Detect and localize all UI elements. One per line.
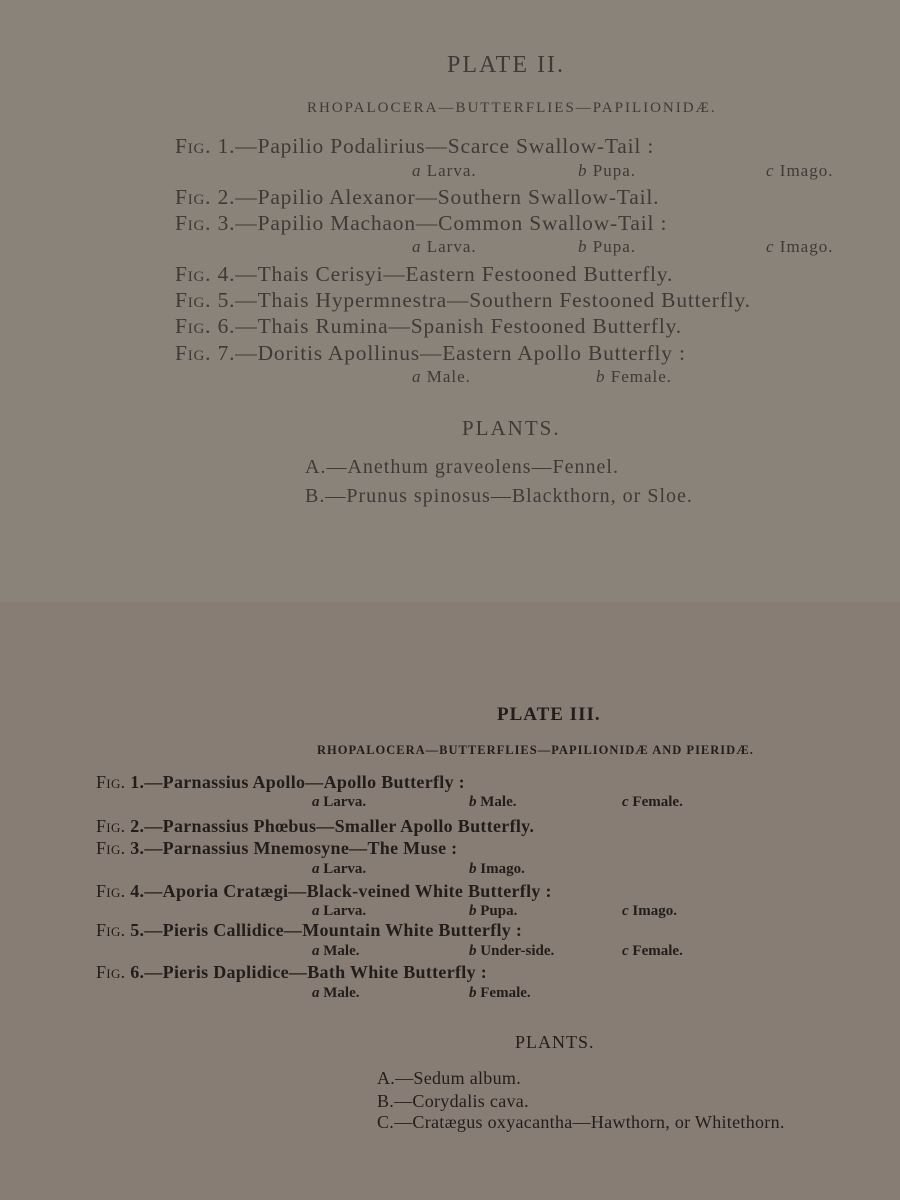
plate-3-fig-4-label-c: c Imago. xyxy=(622,903,678,919)
plate-2-fig-3-label-c: c Imago. xyxy=(766,237,834,256)
plate-3-plant-a: A.—Sedum album. xyxy=(377,1068,521,1088)
plate-3-fig-1-label-c: c Female. xyxy=(622,794,683,810)
plate-3-plant-c: C.—Cratægus oxyacantha—Hawthorn, or Whitethorn. xyxy=(377,1112,785,1132)
plate-3-page xyxy=(0,602,900,1200)
plate-2-fig-7: Fig. 7.—Doritis Apollinus—Eastern Apollo Butterfly : xyxy=(175,341,686,365)
plate-3-fig-3: Fig. 3.—Parnassius Mnemosyne—The Muse : xyxy=(96,838,458,858)
plate-2-plants-title: PLANTS. xyxy=(462,416,561,440)
plate-2-fig-5: Fig. 5.—Thais Hypermnestra—Southern Festooned Butterfly. xyxy=(175,288,751,312)
plate-3-fig-4: Fig. 4.—Aporia Cratægi—Black-veined White Butterfly : xyxy=(96,881,552,901)
plate-3-fig-6-label-a: a Male. xyxy=(312,985,360,1001)
plate-3-fig-5-label-c: c Female. xyxy=(622,943,683,959)
plate-3-fig-1: Fig. 1.—Parnassius Apollo—Apollo Butterfly : xyxy=(96,772,465,792)
plate-3-subtitle: RHOPALOCERA—BUTTERFLIES—PAPILIONIDÆ AND PIERIDÆ. xyxy=(317,743,754,757)
plate-3-plants-title: PLANTS. xyxy=(515,1032,595,1052)
plate-2-title: PLATE II. xyxy=(447,52,565,78)
plate-3-fig-1-label-a: a Larva. xyxy=(312,794,367,810)
plate-2-fig-2: Fig. 2.—Papilio Alexanor—Southern Swallow-Tail. xyxy=(175,185,660,209)
plate-3-fig-1-label-b: b Male. xyxy=(469,794,517,810)
plate-3-fig-5-label-b: b Under-side. xyxy=(469,943,555,959)
plate-3-fig-2: Fig. 2.—Parnassius Phœbus—Smaller Apollo Butterfly. xyxy=(96,816,535,836)
plate-3-plant-b: B.—Corydalis cava. xyxy=(377,1091,529,1111)
plate-3-title: PLATE III. xyxy=(497,704,601,725)
plate-2-fig-7-label-a: a Male. xyxy=(412,367,471,386)
plate-3-fig-4-label-b: b Pupa. xyxy=(469,903,518,919)
plate-2-fig-1-label-c: c Imago. xyxy=(766,161,834,180)
plate-2-fig-3-label-a: a Larva. xyxy=(412,237,477,256)
plate-2-fig-7-label-b: b Female. xyxy=(596,367,673,386)
plate-3-fig-4-label-a: a Larva. xyxy=(312,903,367,919)
fig-prefix: Fig. xyxy=(175,134,212,158)
plate-2-fig-6: Fig. 6.—Thais Rumina—Spanish Festooned Butterfly. xyxy=(175,314,682,338)
plate-2-fig-3: Fig. 3.—Papilio Machaon—Common Swallow-Tail : xyxy=(175,211,668,235)
plate-2-subtitle: RHOPALOCERA—BUTTERFLIES—PAPILIONIDÆ. xyxy=(307,100,717,116)
plate-3-fig-3-label-b: b Imago. xyxy=(469,861,525,877)
plate-2-fig-1 xyxy=(175,134,654,159)
plate-3-fig-3-label-a: a Larva. xyxy=(312,861,367,877)
plate-3-fig-6-label-b: b Female. xyxy=(469,985,531,1001)
plate-2-fig-3-label-b: b Pupa. xyxy=(578,237,636,256)
plate-2-fig-1-label-b: b Pupa. xyxy=(578,161,636,180)
plate-2-plant-b: B.—Prunus spinosus—Blackthorn, or Sloe. xyxy=(305,485,693,507)
plate-3-fig-5-label-a: a Male. xyxy=(312,943,360,959)
plate-2-fig-4: Fig. 4.—Thais Cerisyi—Eastern Festooned Butterfly. xyxy=(175,262,674,286)
plate-3-fig-6: Fig. 6.—Pieris Daplidice—Bath White Butterfly : xyxy=(96,962,487,982)
fig-text: 1.—Papilio Podalirius—Scarce Swallow-Tail : xyxy=(217,134,655,158)
plate-2-plant-a: A.—Anethum graveolens—Fennel. xyxy=(305,456,619,478)
plate-3-fig-5: Fig. 5.—Pieris Callidice—Mountain White Butterfly : xyxy=(96,920,523,940)
plate-2-fig-1-label-a: a Larva. xyxy=(412,161,477,180)
